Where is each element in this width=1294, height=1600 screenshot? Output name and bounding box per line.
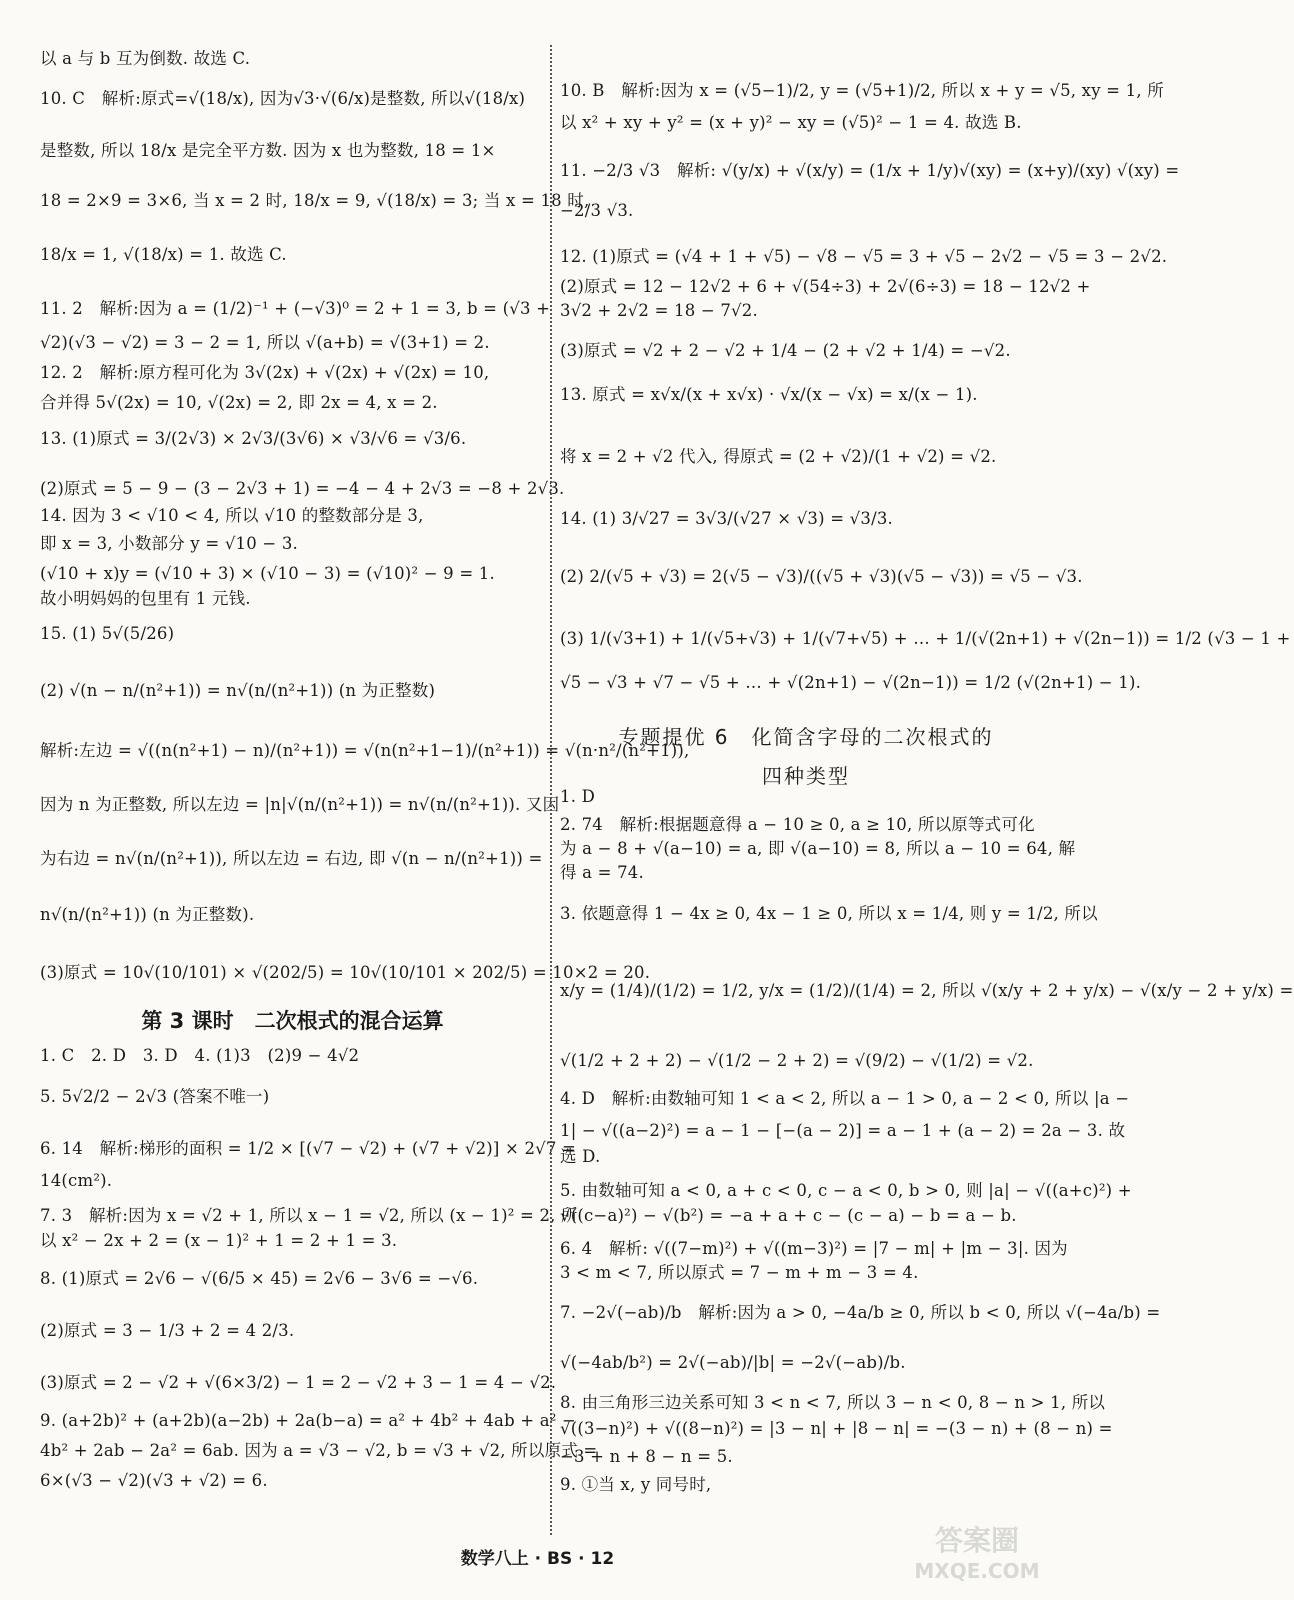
text-line: 5. 5√2/2 − 2√3 (答案不唯一) — [40, 1087, 270, 1106]
text-line: (3) 1/(√3+1) + 1/(√5+√3) + 1/(√7+√5) + … + 1/(√(2n+1) + √(2n−1)) = 1/2 (√3 − 1 + — [560, 629, 1291, 648]
text-line: √((3−n)²) + √((8−n)²) = |3 − n| + |8 − n| = −(3 − n) + (8 − n) = — [560, 1419, 1113, 1438]
text-line: 14. (1) 3/√27 = 3√3/(√27 × √3) = √3/3. — [560, 509, 893, 528]
text-line: 3 < m < 7, 所以原式 = 7 − m + m − 3 = 4. — [560, 1263, 919, 1282]
text-line: 7. 3 解析:因为 x = √2 + 1, 所以 x − 1 = √2, 所以 (x − 1)² = 2, 所 — [40, 1206, 578, 1225]
page-footer: 数学八上 · BS · 12 — [460, 1549, 615, 1569]
text-line: 8. 由三角形三边关系可知 3 < n < 7, 所以 3 − n < 0, 8 − n > 1, 所以 — [560, 1393, 1106, 1412]
text-line: 3. 依题意得 1 − 4x ≥ 0, 4x − 1 ≥ 0, 所以 x = 1/4, 则 y = 1/2, 所以 — [560, 904, 1098, 923]
text-line: 是整数, 所以 18/x 是完全平方数. 因为 x 也为整数, 18 = 1× — [40, 141, 496, 160]
text-line: 3√2 + 2√2 = 18 − 7√2. — [560, 301, 758, 320]
text-line: √((c−a)²) − √(b²) = −a + a + c − (c − a) − b = a − b. — [560, 1206, 1017, 1225]
text-line: 9. ①当 x, y 同号时, — [560, 1475, 712, 1494]
text-line: √(−4ab/b²) = 2√(−ab)/|b| = −2√(−ab)/b. — [560, 1353, 906, 1372]
svg-text:MXQE.COM: MXQE.COM — [914, 1559, 1040, 1583]
text-line: (2)原式 = 5 − 9 − (3 − 2√3 + 1) = −4 − 4 + 2√3 = −8 + 2√3. — [40, 479, 565, 498]
text-line: (3)原式 = 2 − √2 + √(6×3/2) − 1 = 2 − √2 + 3 − 1 = 4 − √2. — [40, 1373, 557, 1392]
text-line: 为右边 = n√(n/(n²+1)), 所以左边 = 右边, 即 √(n − n/(n²+1)) = — [40, 849, 543, 868]
topic-heading: 专题提优 6 化简含字母的二次根式的 — [618, 725, 994, 749]
text-line: −2/3 √3. — [560, 201, 634, 220]
text-line: (2)原式 = 3 − 1/3 + 2 = 4 2/3. — [40, 1321, 295, 1340]
text-line: (2)原式 = 12 − 12√2 + 6 + √(54÷3) + 2√(6÷3) = 18 − 12√2 + — [560, 277, 1091, 296]
text-line: √(1/2 + 2 + 2) − √(1/2 − 2 + 2) = √(9/2) − √(1/2) = √2. — [560, 1051, 1034, 1070]
text-line: 即 x = 3, 小数部分 y = √10 − 3. — [40, 534, 299, 553]
text-line: 因为 n 为正整数, 所以左边 = |n|√(n/(n²+1)) = n√(n/(n²+1)). 又因 — [40, 795, 560, 814]
text-line: 以 x² − 2x + 2 = (x − 1)² + 1 = 2 + 1 = 3. — [40, 1231, 398, 1250]
text-line: (√10 + x)y = (√10 + 3) × (√10 − 3) = (√10)² − 9 = 1. — [40, 564, 495, 583]
text-line: 13. (1)原式 = 3/(2√3) × 2√3/(3√6) × √3/√6 = √3/6. — [40, 429, 467, 448]
text-line: 1. D — [560, 787, 596, 806]
text-line: 将 x = 2 + √2 代入, 得原式 = (2 + √2)/(1 + √2) = √2. — [560, 447, 997, 466]
text-line: 4b² + 2ab − 2a² = 6ab. 因为 a = √3 − √2, b = √3 + √2, 所以原式 = — [40, 1441, 598, 1460]
text-line: 18/x = 1, √(18/x) = 1. 故选 C. — [40, 245, 287, 264]
watermark-logo — [897, 1516, 1057, 1586]
text-line: 解析:左边 = √((n(n²+1) − n)/(n²+1)) = √(n(n²+1−1)/(n²+1)) = √(n·n²/(n²+1)), — [40, 741, 690, 760]
text-line: (2) √(n − n/(n²+1)) = n√(n/(n²+1)) (n 为正整数) — [40, 681, 436, 700]
topic-heading-sub: 四种类型 — [762, 764, 850, 788]
text-line: n√(n/(n²+1)) (n 为正整数). — [40, 905, 255, 924]
text-line: 合并得 5√(2x) = 10, √(2x) = 2, 即 2x = 4, x = 2. — [40, 393, 438, 412]
text-line: 13. 原式 = x√x/(x + x√x) · √x/(x − √x) = x/(x − 1). — [560, 385, 978, 404]
text-line: 9. (a+2b)² + (a+2b)(a−2b) + 2a(b−a) = a² + 4b² + 4ab + a² − — [40, 1411, 577, 1430]
text-line: x/y = (1/4)/(1/2) = 1/2, y/x = (1/2)/(1/4) = 2, 所以 √(x/y + 2 + y/x) − √(x/y − 2 + y/x) = — [560, 981, 1294, 1000]
text-line: 8. (1)原式 = 2√6 − √(6/5 × 45) = 2√6 − 3√6 = −√6. — [40, 1269, 479, 1288]
text-line: 10. C 解析:原式=√(18/x), 因为√3·√(6/x)是整数, 所以√(18/x) — [40, 89, 526, 108]
text-line: 选 D. — [560, 1147, 601, 1166]
text-line: 18 = 2×9 = 3×6, 当 x = 2 时, 18/x = 9, √(18/x) = 3; 当 x = 18 时, — [40, 191, 590, 210]
text-line: 11. 2 解析:因为 a = (1/2)⁻¹ + (−√3)⁰ = 2 + 1 = 3, b = (√3 + — [40, 299, 551, 318]
right-column — [560, 0, 1294, 1530]
text-line: 15. (1) 5√(5/26) — [40, 624, 175, 643]
text-line: (3)原式 = 10√(10/101) × √(202/5) = 10√(10/101 × 202/5) = 10×2 = 20. — [40, 963, 651, 982]
svg-text:答案圈: 答案圈 — [934, 1524, 1020, 1557]
text-line: 12. (1)原式 = (√4 + 1 + √5) − √8 − √5 = 3 + √5 − 2√2 − √5 = 3 − 2√2. — [560, 247, 1168, 266]
text-line: 1. C 2. D 3. D 4. (1)3 (2)9 − 4√2 — [40, 1046, 360, 1065]
text-line: 11. −2/3 √3 解析: √(y/x) + √(x/y) = (1/x + 1/y)√(xy) = (x+y)/(xy) √(xy) = — [560, 161, 1180, 180]
text-line: 6. 4 解析: √((7−m)²) + √((m−3)²) = |7 − m| + |m − 3|. 因为 — [560, 1239, 1068, 1258]
text-line: 7. −2√(−ab)/b 解析:因为 a > 0, −4a/b ≥ 0, 所以 b < 0, 所以 √(−4a/b) = — [560, 1303, 1161, 1322]
text-line: 10. B 解析:因为 x = (√5−1)/2, y = (√5+1)/2, 所以 x + y = √5, xy = 1, 所 — [560, 81, 1164, 100]
text-line: 1| − √((a−2)²) = a − 1 − [−(a − 2)] = a − 1 + (a − 2) = 2a − 3. 故 — [560, 1121, 1126, 1140]
text-line: −3 + n + 8 − n = 5. — [560, 1447, 733, 1466]
text-line: 以 a 与 b 互为倒数. 故选 C. — [40, 49, 251, 68]
text-line: √2)(√3 − √2) = 3 − 2 = 1, 所以 √(a+b) = √(3+1) = 2. — [40, 333, 490, 352]
text-line: 以 x² + xy + y² = (x + y)² − xy = (√5)² − 1 = 4. 故选 B. — [560, 113, 1022, 132]
text-line: 12. 2 解析:原方程可化为 3√(2x) + √(2x) + √(2x) = 10, — [40, 363, 490, 382]
text-line: (3)原式 = √2 + 2 − √2 + 1/4 − (2 + √2 + 1/4) = −√2. — [560, 341, 1011, 360]
section-heading: 第 3 课时 二次根式的混合运算 — [141, 1009, 444, 1033]
column-divider — [550, 45, 552, 1535]
text-line: 为 a − 8 + √(a−10) = a, 即 √(a−10) = 8, 所以 a − 10 = 64, 解 — [560, 839, 1076, 858]
text-line: 故小明妈妈的包里有 1 元钱. — [40, 589, 251, 608]
text-line: 2. 74 解析:根据题意得 a − 10 ≥ 0, a ≥ 10, 所以原等式可化 — [560, 815, 1035, 834]
text-line: 5. 由数轴可知 a < 0, a + c < 0, c − a < 0, b > 0, 则 |a| − √((a+c)²) + — [560, 1181, 1132, 1200]
text-line: 14(cm²). — [40, 1171, 113, 1190]
text-line: (2) 2/(√5 + √3) = 2(√5 − √3)/((√5 + √3)(√5 − √3)) = √5 − √3. — [560, 567, 1083, 586]
text-line: 14. 因为 3 < √10 < 4, 所以 √10 的整数部分是 3, — [40, 506, 424, 525]
text-line: 4. D 解析:由数轴可知 1 < a < 2, 所以 a − 1 > 0, a − 2 < 0, 所以 |a − — [560, 1089, 1130, 1108]
text-line: 6. 14 解析:梯形的面积 = 1/2 × [(√7 − √2) + (√7 + √2)] × 2√7 = — [40, 1139, 577, 1158]
text-line: 6×(√3 − √2)(√3 + √2) = 6. — [40, 1471, 268, 1490]
text-line: √5 − √3 + √7 − √5 + … + √(2n+1) − √(2n−1)) = 1/2 (√(2n+1) − 1). — [560, 673, 1142, 692]
text-line: 得 a = 74. — [560, 863, 644, 882]
